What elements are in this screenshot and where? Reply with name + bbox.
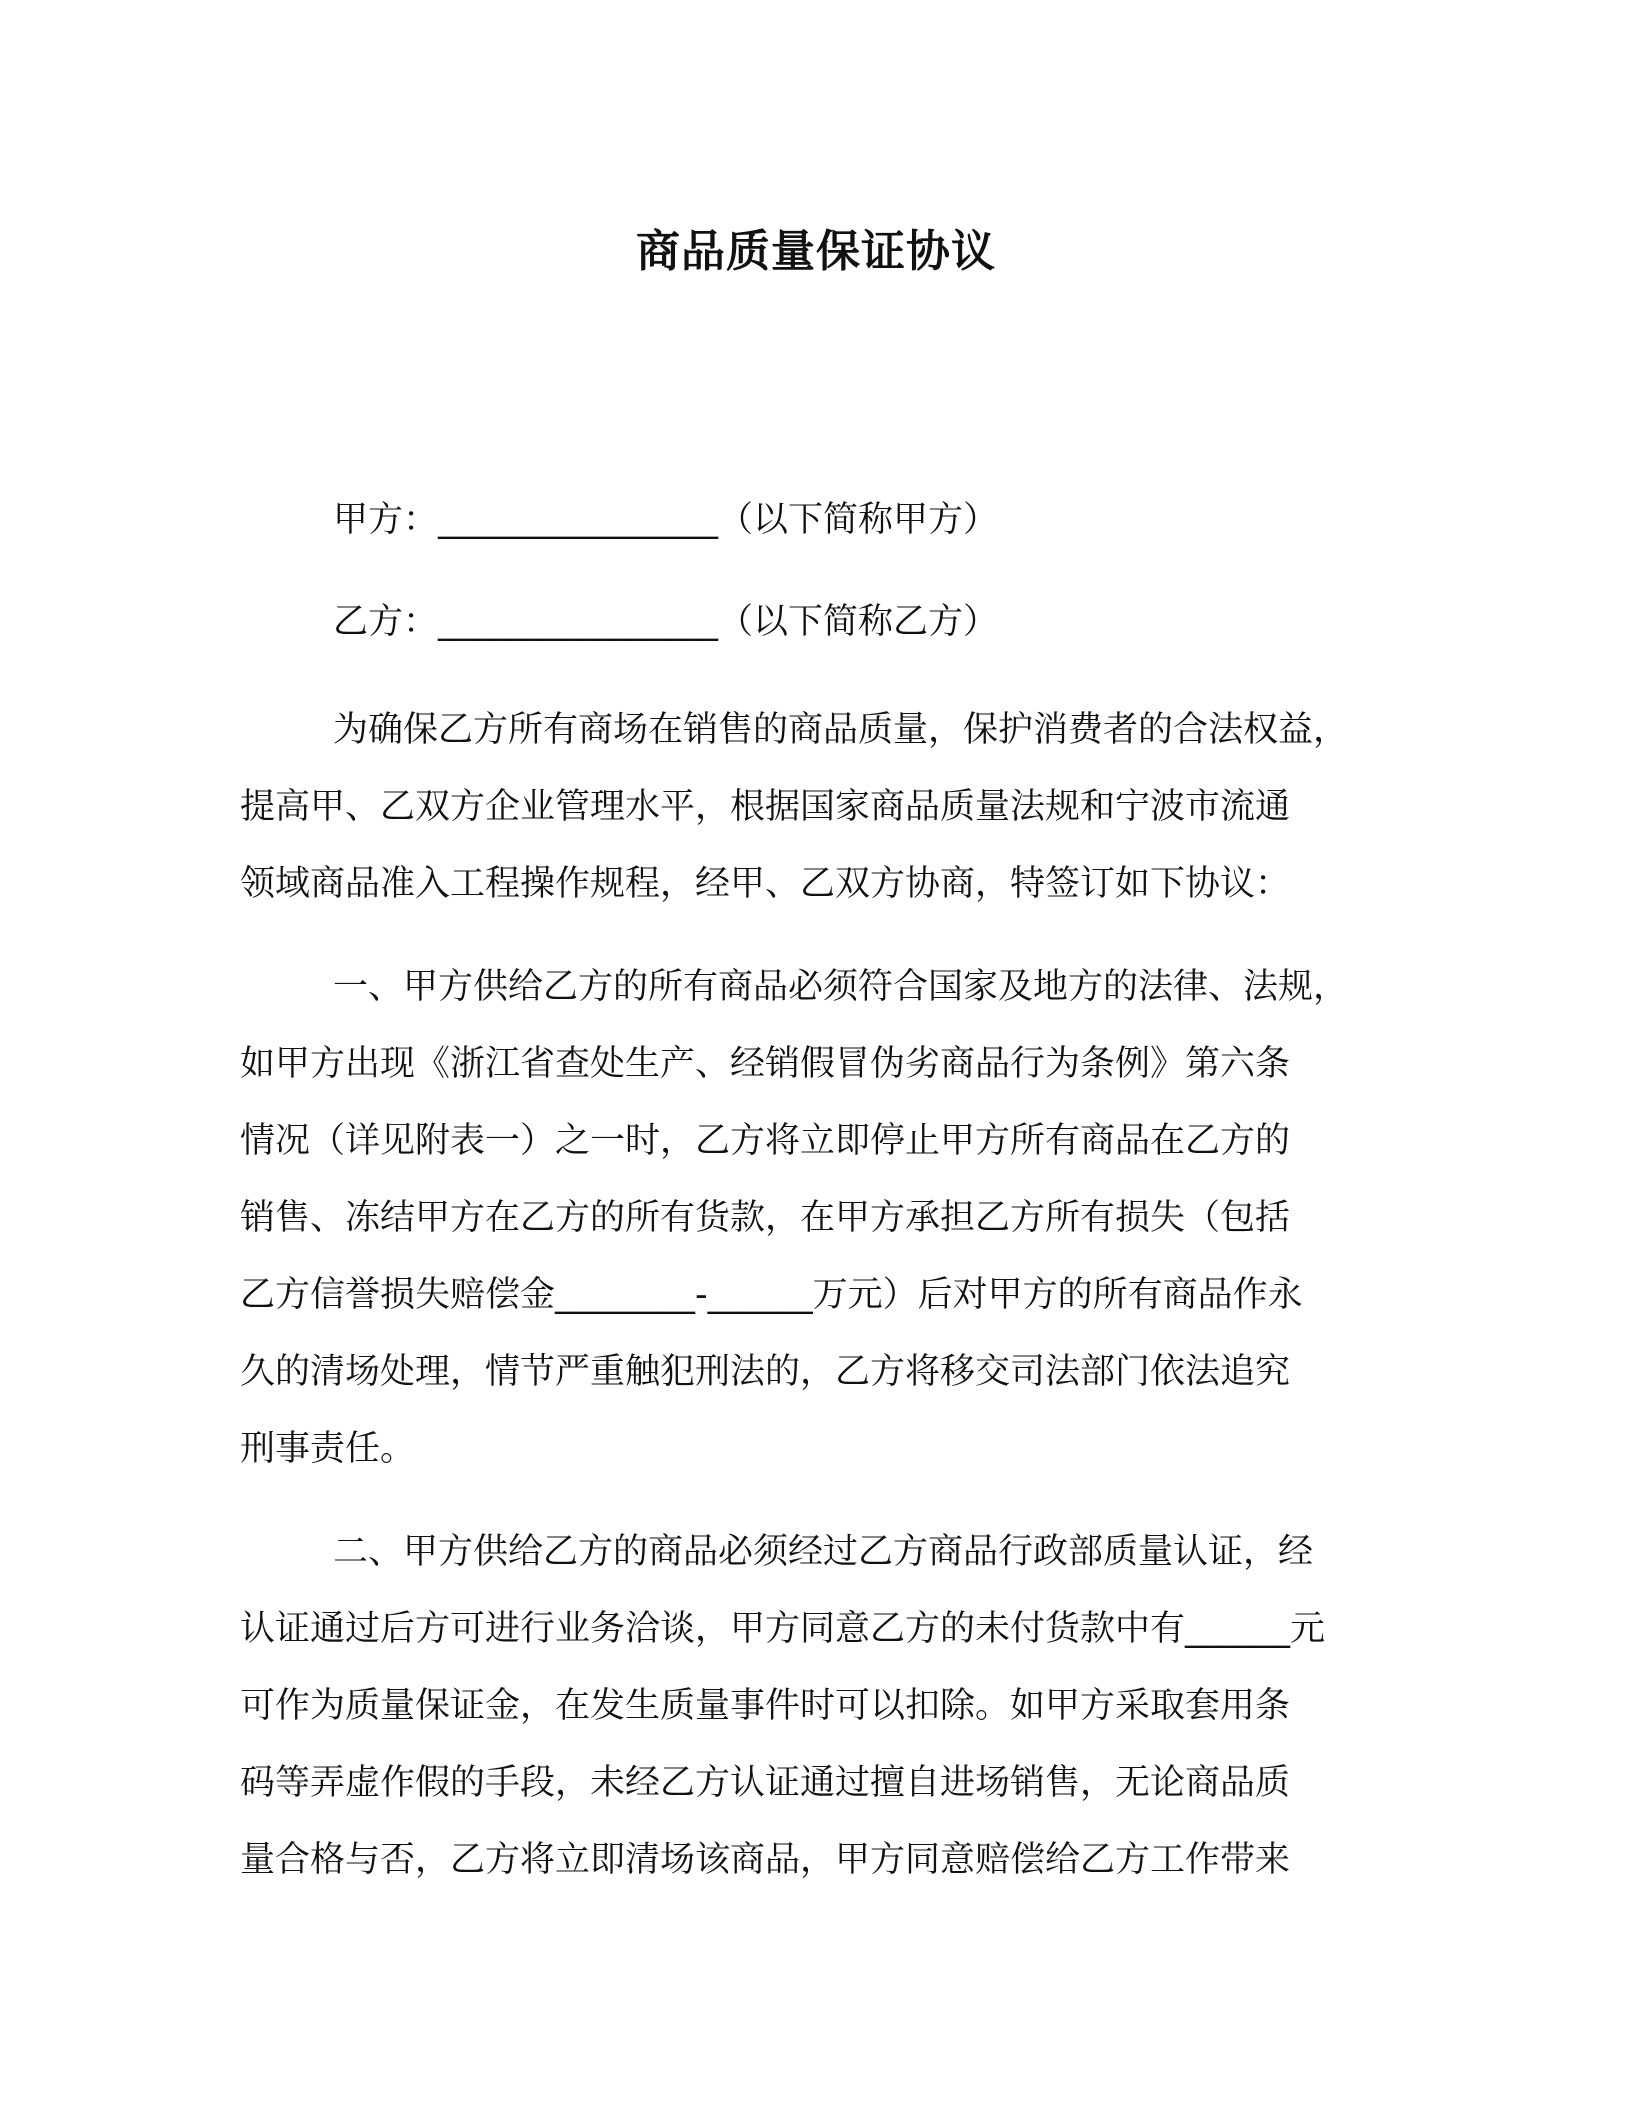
preamble-line: 提高甲、乙双方企业管理水平，根据国家商品质量法规和宁波市流通 (240, 787, 1291, 827)
clause-2-line: 量合格与否，乙方将立即清场该商品，甲方同意赔偿给乙方工作带来 (240, 1840, 1291, 1880)
clause-1-line: 刑事责任。 (240, 1429, 416, 1469)
clause-1-line: 一、甲方供给乙方的所有商品必须符合国家及地方的法律、法规， (333, 967, 1349, 1007)
party-a-note: （以下简称甲方） (718, 500, 999, 540)
preamble-line: 领域商品准入工程操作规程，经甲、乙双方协商，特签订如下协议： (240, 864, 1291, 904)
clause-1-line: 如甲方出现《浙江省查处生产、经销假冒伪劣商品行为条例》第六条 (240, 1044, 1291, 1084)
party-a-line (333, 496, 998, 544)
party-a-blank: ________________ (438, 500, 719, 540)
party-b-line (333, 598, 998, 646)
preamble-line: 为确保乙方所有商场在销售的商品质量，保护消费者的合法权益， (333, 710, 1349, 750)
document-title: 商品质量保证协议 (636, 226, 996, 277)
party-b-label: 乙方： (333, 602, 439, 642)
clause-2-line: 二、甲方供给乙方的商品必须经过乙方商品行政部质量认证，经 (333, 1532, 1314, 1572)
clause-1-line: 乙方信誉损失赔偿金________-______万元）后对甲方的所有商品作永 (240, 1275, 1303, 1315)
clause-2-line: 码等弄虚作假的手段，未经乙方认证通过擅自进场销售，无论商品质 (240, 1763, 1291, 1803)
clause-2-line: 可作为质量保证金，在发生质量事件时可以扣除。如甲方采取套用条 (240, 1686, 1291, 1726)
clause-1-line: 销售、冻结甲方在乙方的所有货款，在甲方承担乙方所有损失（包括 (240, 1198, 1291, 1238)
clause-1-line: 久的清场处理，情节严重触犯刑法的，乙方将移交司法部门依法追究 (240, 1352, 1291, 1392)
party-b-blank: ________________ (438, 602, 719, 642)
party-a-label: 甲方： (333, 500, 439, 540)
clause-2-line: 认证通过后方可进行业务洽谈，甲方同意乙方的未付货款中有______元 (240, 1609, 1326, 1649)
party-b-note: （以下简称乙方） (718, 602, 999, 642)
clause-1-line: 情况（详见附表一）之一时，乙方将立即停止甲方所有商品在乙方的 (240, 1121, 1291, 1161)
